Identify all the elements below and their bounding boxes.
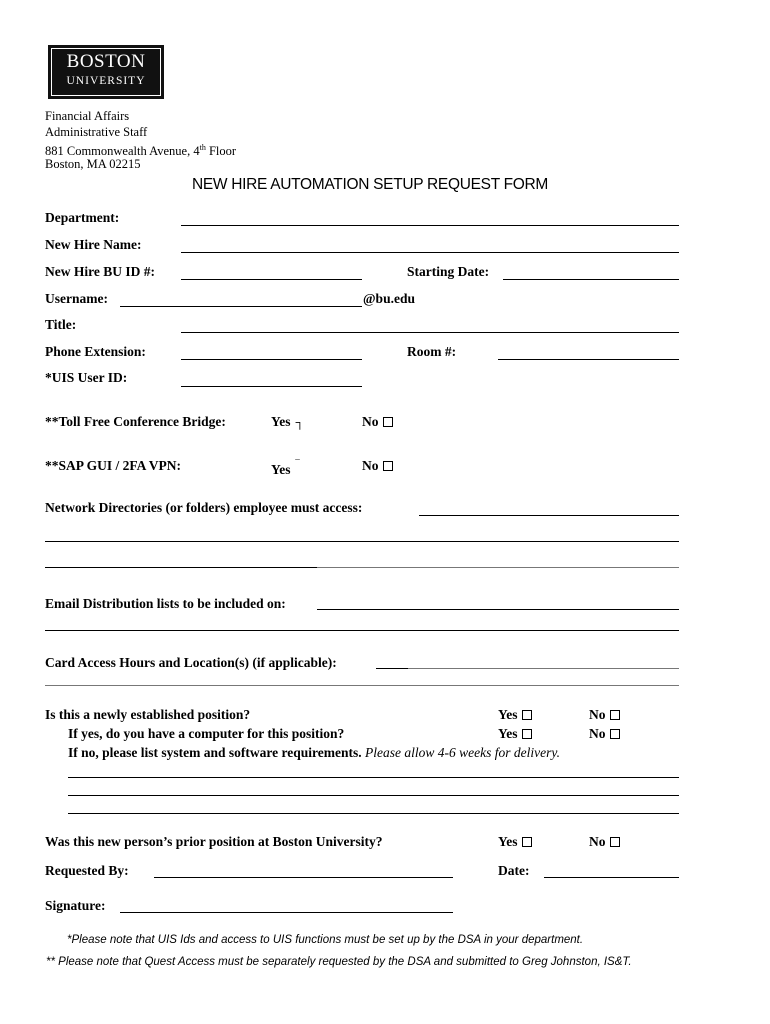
toll-free-yes[interactable]: Yes ┐ — [271, 414, 305, 429]
username-suffix: @bu.edu — [363, 291, 415, 306]
email-lists-line-2[interactable] — [45, 630, 679, 631]
prior-position-question: Was this new person’s prior position at Boston University? — [45, 834, 383, 849]
starting-date-field[interactable] — [503, 279, 679, 280]
prior-position-yes[interactable]: Yes — [498, 834, 532, 850]
requirements-instruction: If no, please list system and software requirements. Please allow 4-6 weeks for delivery. — [68, 745, 560, 760]
address-line-3: 881 Commonwealth Avenue, 4th Floor — [45, 143, 237, 159]
title-label: Title: — [45, 317, 77, 332]
requested-by-label: Requested By: — [45, 863, 129, 878]
sap-gui-no-checkbox — [383, 461, 393, 471]
username-label: Username: — [45, 291, 108, 306]
new-position-no[interactable]: No — [589, 707, 620, 723]
network-directories-line-3b[interactable] — [317, 567, 679, 568]
address-line-2: Administrative Staff — [45, 125, 148, 139]
title-field[interactable] — [181, 332, 679, 333]
phone-extension-field[interactable] — [181, 359, 362, 360]
new-position-question: Is this a newly established position? — [45, 707, 251, 722]
requirements-line-3[interactable] — [68, 813, 679, 814]
date-field[interactable] — [544, 877, 679, 878]
toll-free-no[interactable]: No — [362, 414, 393, 430]
uis-user-id-label: *UIS User ID: — [45, 370, 128, 385]
prior-position-no-checkbox — [610, 837, 620, 847]
computer-no-checkbox — [610, 729, 620, 739]
card-access-field-a[interactable] — [376, 668, 408, 669]
email-lists-field[interactable] — [317, 609, 679, 610]
bu-id-field[interactable] — [181, 279, 362, 280]
network-directories-label: Network Directories (or folders) employee must access: — [45, 500, 363, 515]
username-field[interactable] — [120, 306, 362, 307]
department-label: Department: — [45, 210, 120, 225]
logo-line-boston: BOSTON — [66, 51, 146, 72]
network-directories-line-3a[interactable] — [45, 567, 317, 568]
new-position-no-checkbox — [610, 710, 620, 720]
requirements-line-2[interactable] — [68, 795, 679, 796]
sap-gui-yes-mark: ‾ — [295, 458, 300, 472]
computer-yes[interactable]: Yes — [498, 726, 532, 742]
address-line-1: Financial Affairs — [45, 109, 130, 123]
prior-position-no[interactable]: No — [589, 834, 620, 850]
computer-no[interactable]: No — [589, 726, 620, 742]
new-position-yes-checkbox — [522, 710, 532, 720]
requested-by-field[interactable] — [154, 877, 453, 878]
starting-date-label: Starting Date: — [407, 264, 490, 279]
card-access-line-2[interactable] — [45, 685, 679, 686]
boston-university-logo — [48, 45, 164, 99]
new-hire-name-label: New Hire Name: — [45, 237, 142, 252]
prior-position-yes-checkbox — [522, 837, 532, 847]
card-access-label: Card Access Hours and Location(s) (if applicable): — [45, 655, 337, 670]
toll-free-no-checkbox — [383, 417, 393, 427]
sap-gui-yes[interactable]: Yes ‾ — [271, 458, 300, 477]
toll-free-yes-mark: ┐ — [295, 415, 305, 429]
bu-id-label: New Hire BU ID #: — [45, 264, 155, 279]
uis-user-id-field[interactable] — [181, 386, 362, 387]
address-line-4: Boston, MA 02215 — [45, 157, 141, 171]
note-quest-access: ** Please note that Quest Access must be separately requested by the DSA and submitted to Greg Johnston, IS&T. — [46, 956, 632, 968]
sap-gui-no[interactable]: No — [362, 458, 393, 474]
phone-extension-label: Phone Extension: — [45, 344, 146, 359]
new-hire-name-field[interactable] — [181, 252, 679, 253]
department-field[interactable] — [181, 225, 679, 226]
signature-label: Signature: — [45, 898, 106, 913]
sap-gui-label: **SAP GUI / 2FA VPN: — [45, 458, 182, 473]
computer-question: If yes, do you have a computer for this position? — [68, 726, 345, 741]
email-lists-label: Email Distribution lists to be included on: — [45, 596, 286, 611]
requirements-line-1[interactable] — [68, 777, 679, 778]
note-uis-ids: *Please note that UIS Ids and access to UIS functions must be set up by the DSA in your department. — [67, 934, 584, 946]
toll-free-label: **Toll Free Conference Bridge: — [45, 414, 226, 429]
signature-field[interactable] — [120, 912, 453, 913]
network-directories-field[interactable] — [419, 515, 679, 516]
room-field[interactable] — [498, 359, 679, 360]
card-access-field-b[interactable] — [408, 668, 679, 669]
logo-line-university: UNIVERSITY — [66, 75, 146, 87]
date-label: Date: — [498, 863, 530, 878]
room-label: Room #: — [407, 344, 457, 359]
network-directories-line-2[interactable] — [45, 541, 679, 542]
form-title: NEW HIRE AUTOMATION SETUP REQUEST FORM — [191, 176, 549, 193]
computer-yes-checkbox — [522, 729, 532, 739]
new-position-yes[interactable]: Yes — [498, 707, 532, 723]
